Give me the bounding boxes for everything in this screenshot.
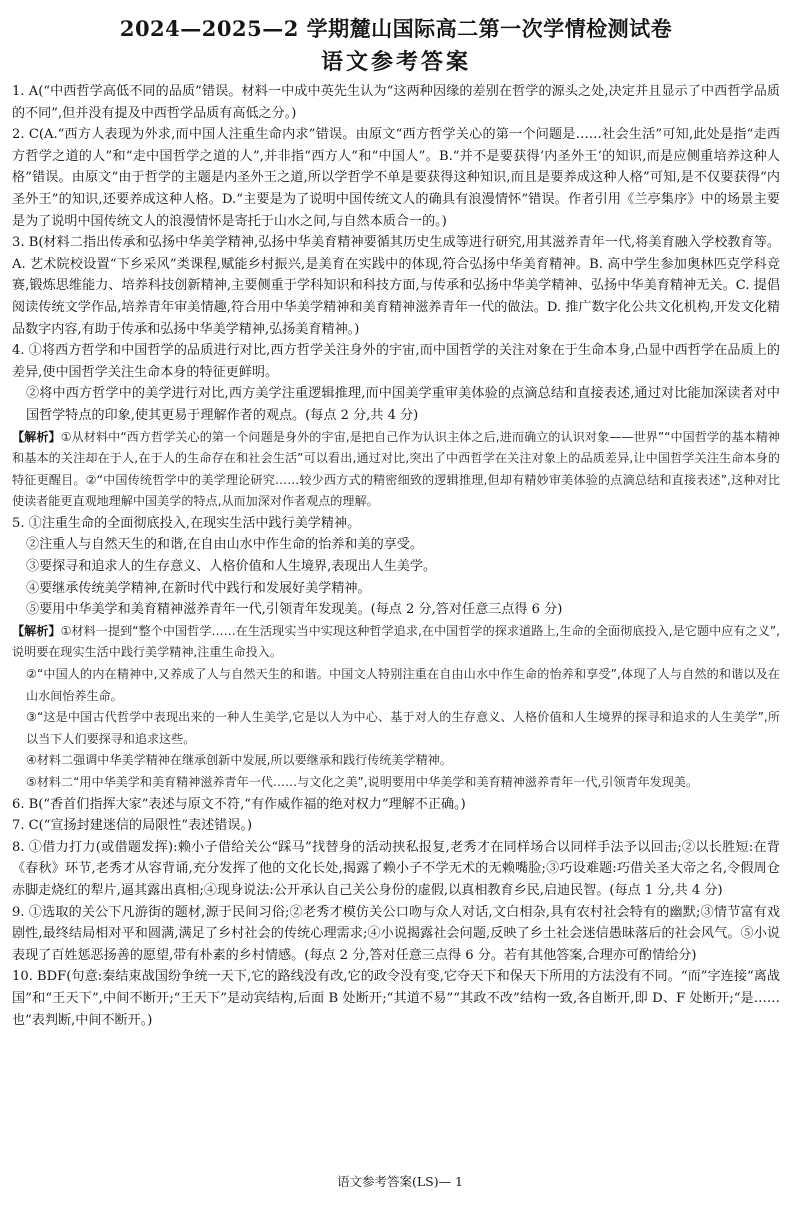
analysis-paragraph <box>12 427 780 513</box>
paragraph-text: 7. C(“宣扬封建迷信的局限性”表述错误。) <box>12 818 253 834</box>
paragraph-text: ⑤材料二“用中华美学和美育精神滋养青年一代……与文化之美”,说明要用中华美学和美育精神滋养青年一代,引领青年发现美。 <box>26 775 699 789</box>
paragraph-text: ②注重人与自然天生的和谐,在自由山水中作生命的怡养和美的享受。 <box>26 537 423 553</box>
paragraph-text: ②将中西方哲学中的美学进行对比,西方美学注重逻辑推理,而中国美学重审美体验的点滴总结和直接表述,通过对比能加深读者对中国哲学特点的印象,使其更易于理解作者的观点。(每点 2 分,共 4 分) <box>26 386 780 423</box>
paragraph-text: 2. C(A.“西方人表现为外求,而中国人注重生命内求”错误。由原文“西方哲学关心的第一个问题是……社会生活”可知,此处是指“走西方哲学之道的人”和“走中国哲学之道的人”,并非指“西方人”和“中国人”。B.“并不是要获得‘内圣外王’的知识,而是应侧重培养这种人格”错误。由原文“由于哲学的主题是内圣外王之道,所以学哲学不单是要获得这种知识,而且是要养成这种人格”可知,是不仅要获得“内圣外王”的知识,还要养成这种人格。D.“主要是为了说明中国传统文人的确具有浪漫情怀”错误。作者引用《兰亭集序》中的场景主要是为了说明中国传统文人的浪漫情怀是寄托于山水之间,与自然本质合一的。) <box>12 127 780 229</box>
answer-paragraph <box>12 578 780 600</box>
answer-paragraph <box>12 815 780 837</box>
paragraph-text: 1. A(“中西哲学高低不同的品质”错误。材料一中成中英先生认为“这两种因缘的差别在哲学的源头之处,决定并且显示了中西哲学品质的不同”,但并没有提及中西哲学品质有高低之分。) <box>12 84 780 121</box>
answer-paragraph <box>12 513 780 535</box>
paragraph-text: ③要探寻和追求人的生存意义、人格价值和人生境界,表现出人生美学。 <box>26 559 437 575</box>
answer-paragraph <box>12 232 780 340</box>
paragraph-text: 6. B(“香首们指挥大家”表述与原文不符,“有作威作福的绝对权力”理解不正确。) <box>12 796 466 812</box>
analysis-paragraph <box>12 664 780 707</box>
answer-paragraph <box>12 383 780 426</box>
analysis-label: 【解析】 <box>12 623 61 638</box>
analysis-label: 【解析】 <box>12 429 61 444</box>
page-subtitle: 语文参考答案 <box>320 49 471 75</box>
paragraph-text: ⑤要用中华美学和美育精神滋养青年一代,引领青年发现美。(每点 2 分,答对任意三点得 6 分) <box>26 602 563 618</box>
page-title: 2024—2025—2 学期麓山国际高二第一次学情检测试卷 <box>119 16 673 41</box>
answer-paragraph <box>12 599 780 621</box>
answer-paragraph <box>12 534 780 556</box>
paragraph-text: ①从材料中“西方哲学关心的第一个问题是身外的宇宙,是把自己作为认识主体之后,进而确立的认识对象——世界”“中国哲学的基本精神和基本的关注却在于人,在于人的生命存在和社会生活”可以看出,通过对比,突出了中西哲学在关注对象上的品质差异,让中国哲学关注生命本身的特征更醒目。②“中国传统哲学中的美学理论研究……较少西方式的精密细致的逻辑推理,但却有精妙审美体验的点滴总结和直接表述”,这种对比使读者能更直观地理解中国美学的特点,从而加深对作者观点的理解。 <box>12 429 780 509</box>
paragraph-text: ④材料二强调中华美学精神在继承创新中发展,所以要继承和践行传统美学精神。 <box>26 753 452 768</box>
answer-paragraph <box>12 81 780 124</box>
analysis-paragraph <box>12 772 780 794</box>
paragraph-text: 4. ①将西方哲学和中国哲学的品质进行对比,西方哲学关注身外的宇宙,而中国哲学的关注对象在于生命本身,凸显中西哲学在品质上的差异,使中国哲学关注生命本身的特征更鲜明。 <box>12 343 780 380</box>
paragraph-text: 3. B(材料二指出传承和弘扬中华美学精神,弘扬中华美育精神要循其历史生成等进行研究,用其滋养青年一代,将美育融入学校教育等。A. 艺术院校设置“下乡采风”类课程,赋能乡村振兴,是美育在实践中的体现,符合弘扬中华美育精神。B. 高中学生参加奥林匹克学科竞赛,锻炼思维能力、培养科技创新精神,主要侧重于学科知识和科技方面,与传承和弘扬中华美学精神、弘扬中华美育精神无关。C. 提倡阅读传统文学作品,培养青年审美情趣,符合用中华美学精神和美育精神滋养青年一代的做法。D. 推广数字化公共文化机构,开发文化精品数字内容,有助于传承和弘扬中华美学精神,弘扬美育精神。) <box>12 235 780 337</box>
page-footer: 语文参考答案(LS)— 1 <box>336 1174 464 1189</box>
paragraph-text: ③“这是中国古代哲学中表现出来的一种人生美学,它是以人为中心、基于对人的生存意义、人格价值和人生境界的探寻和追求的人生美学”,所以当下人们要探寻和追求这些。 <box>26 710 780 746</box>
paragraph-text: ④要继承传统美学精神,在新时代中践行和发展好美学精神。 <box>26 580 371 596</box>
paragraph-text: 5. ①注重生命的全面彻底投入,在现实生活中践行美学精神。 <box>12 515 361 531</box>
answer-paragraph <box>12 902 780 967</box>
paragraph-text: ②“中国人的内在精神中,又养成了人与自然天生的和谐。中国文人特别注重在自由山水中作生命的怡养和享受”,体现了人与自然的和谐以及在山水间怡养生命。 <box>26 667 780 703</box>
paragraph-text: 10. BDF(句意:秦结束战国纷争统一天下,它的路线没有改,它的政令没有变,它夺天下和保天下所用的方法没有不同。“而”字连接“离战国”和“王天下”,中间不断开;“王天下”是动宾结构,后面 B 处断开;“其道不易”“其政不改”结构一致,各自断开,即 D、F 处断开;“是……也”表判断,中间不断开。) <box>12 969 780 1028</box>
analysis-paragraph <box>12 750 780 772</box>
analysis-paragraph <box>12 621 780 664</box>
paragraph-text: 9. ①选取的关公下凡游街的题材,源于民间习俗;②老秀才模仿关公口吻与众人对话,文白相杂,具有农村社会特有的幽默;③情节富有戏剧性,最终结局相对平和圆满,满足了乡村社会的传统心理需求;④小说揭露社会问题,反映了乡土社会迷信愚昧落后的社会风气。⑤小说表现了百姓惩恶扬善的愿望,带有朴素的乡村情感。(每点 2 分,答对任意三点得 6 分。若有其他答案,合理亦可酌情给分) <box>12 904 780 963</box>
answer-list <box>12 81 780 1031</box>
answer-paragraph <box>12 556 780 578</box>
answer-paragraph <box>12 794 780 816</box>
analysis-paragraph <box>12 707 780 750</box>
paragraph-text: ①材料一提到“整个中国哲学……在生活现实当中实现这种哲学追求,在中国哲学的探求道路上,生命的全面彻底投入,是它题中应有之义”,说明要在现实生活中践行美学精神,注重生命投入。 <box>12 623 780 660</box>
answer-paragraph <box>12 966 780 1031</box>
answer-paragraph <box>12 340 780 383</box>
paragraph-text: 8. ①借力打力(或借题发挥):赖小子借给关公“踩马”找替身的活动挟私报复,老秀才在同样场合以同样手法予以回击;②以长胜短:在背《春秋》环节,老秀才从容背诵,充分发挥了他的文化长处,揭露了赖小子不学无术的无赖嘴脸;③巧设难题:巧借关圣大帝之名,令假周仓赤脚走烧红的犁片,逼其露出真相;④现身说法:公开承认自己关公身份的虚假,以真相教育乡民,启迪民智。(每点 1 分,共 4 分) <box>12 839 780 898</box>
answer-paragraph <box>12 837 780 902</box>
answer-paragraph <box>12 124 780 232</box>
